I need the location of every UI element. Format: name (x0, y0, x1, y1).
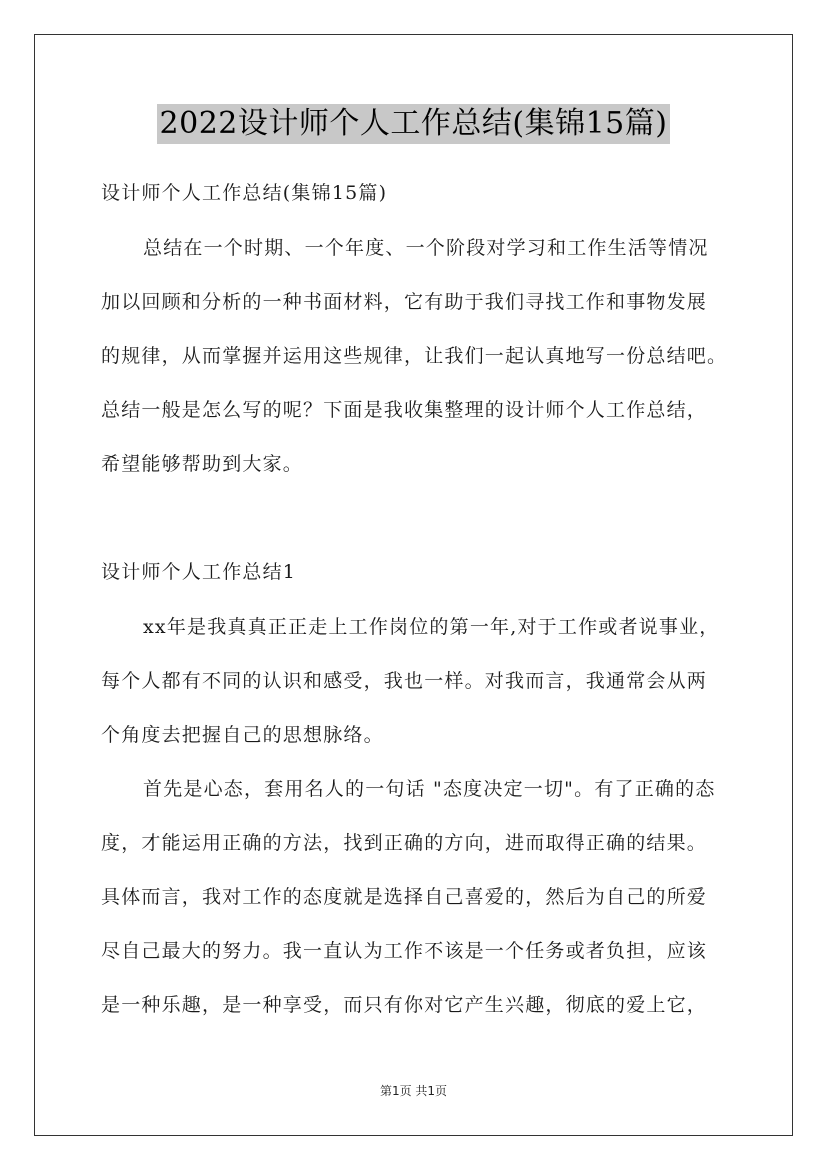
section1-p1-line-1: xx年是我真真正正走上工作岗位的第一年,对于工作或者说事业， (143, 616, 720, 638)
intro-line-4: 总结一般是怎么写的呢？下面是我收集整理的设计师个人工作总结， (101, 399, 708, 421)
intro-line-3: 的规律，从而掌握并运用这些规律，让我们一起认真地写一份总结吧。 (101, 345, 728, 367)
document-title: 2022设计师个人工作总结(集锦15篇) (157, 104, 671, 144)
page-footer: 第1页 共1页 (379, 1084, 448, 1098)
document-subtitle: 设计师个人工作总结(集锦15篇) (101, 182, 388, 204)
section1-p2-line-1: 首先是心态，套用名人的一句话 "态度决定一切"。有了正确的态 (143, 778, 716, 800)
section1-heading: 设计师个人工作总结1 (101, 561, 297, 583)
intro-line-5: 希望能够帮助到大家。 (101, 453, 304, 475)
intro-line-2: 加以回顾和分析的一种书面材料，它有助于我们寻找工作和事物发展 (101, 291, 708, 313)
section1-p2-line-3: 具体而言，我对工作的态度就是选择自己喜爱的，然后为自己的所爱 (101, 886, 708, 908)
section1-p1-line-3: 个角度去把握自己的思想脉络。 (101, 724, 384, 746)
section1-p2-line-4: 尽自己最大的努力。我一直认为工作不该是一个任务或者负担，应该 (101, 940, 708, 962)
section1-p1-line-2: 每个人都有不同的认识和感受，我也一样。对我而言，我通常会从两 (101, 670, 708, 692)
section1-p2-line-2: 度，才能运用正确的方法，找到正确的方向，进而取得正确的结果。 (101, 832, 708, 854)
title-container (0, 104, 827, 144)
intro-line-1: 总结在一个时期、一个年度、一个阶段对学习和工作生活等情况 (143, 237, 709, 259)
section1-p2-line-5: 是一种乐趣，是一种享受，而只有你对它产生兴趣，彻底的爱上它， (101, 994, 708, 1016)
